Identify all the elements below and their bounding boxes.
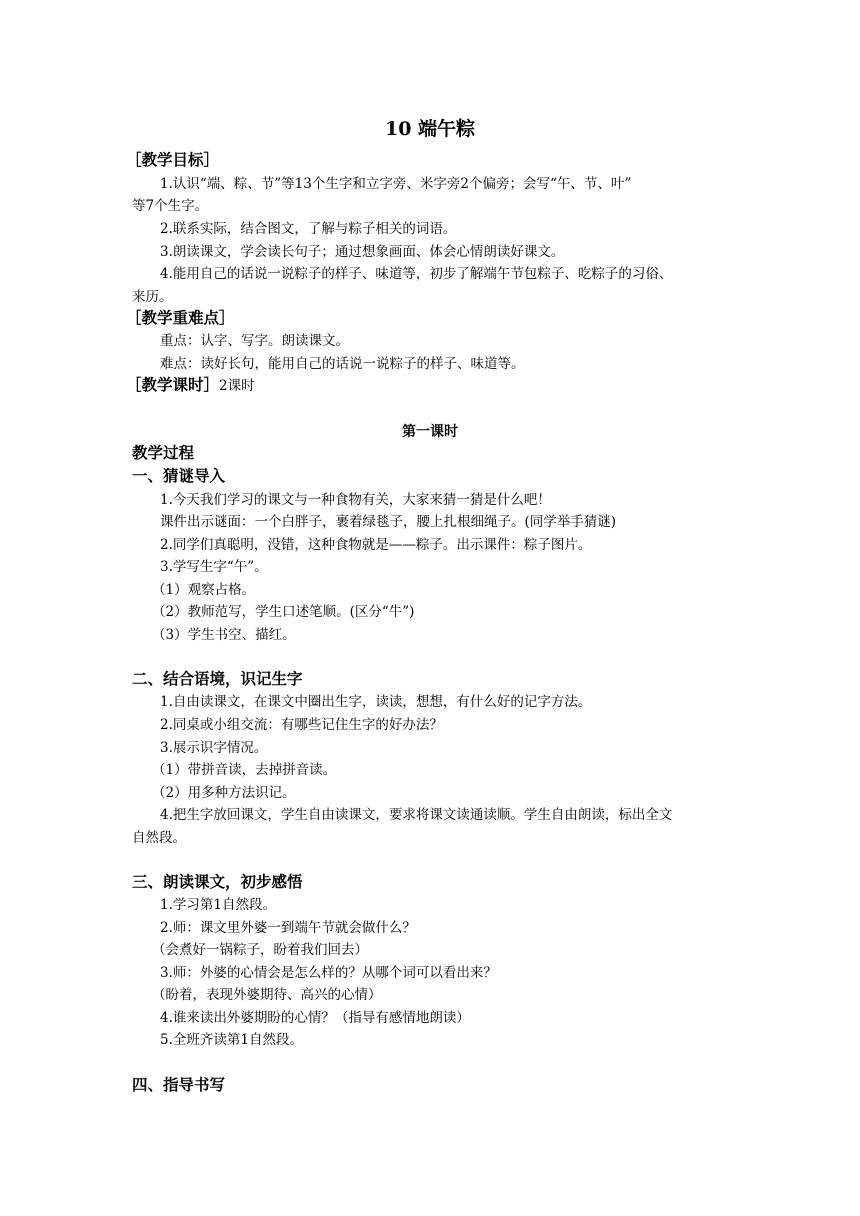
section-line: 4.把生字放回课文，学生自由读课文，要求将课文读通读顺。学生自由朗读，标出全文 xyxy=(160,807,673,823)
process-title: 教学过程 xyxy=(132,443,195,462)
section-line: 3.学写生字“午”。 xyxy=(160,559,268,575)
lesson-title: 第一课时 xyxy=(402,424,458,440)
section-line: 5.全班齐读第1自然段。 xyxy=(160,1032,303,1048)
section-line: 1.今天我们学习的课文与一种食物有关，大家来猜一猜是什么吧！ xyxy=(160,492,551,508)
section-line: 4.谁来读出外婆期盼的心情？（指导有感情地朗读） xyxy=(160,1010,470,1026)
section-line: （1）带拼音读，去掉拼音读。 xyxy=(152,762,337,778)
goal-line: 1.认识“端、粽、节”等13个生字和立字旁、米字旁2个偏旁；会写“午、节、叶” xyxy=(160,176,632,192)
section-heading: 一、猜谜导入 xyxy=(132,466,226,485)
goals-heading: ［教学目标］ xyxy=(126,150,220,169)
section-line: 1.学习第1自然段。 xyxy=(160,897,276,913)
section-line: （盼着，表现外婆期待、高兴的心情） xyxy=(152,987,382,1003)
section-line: 自然段。 xyxy=(132,830,186,846)
hours-row xyxy=(126,374,255,397)
section-line: 课件出示谜面：一个白胖子，裹着绿毯子，腰上扎根细绳子。(同学举手猜谜) xyxy=(160,514,617,530)
hours-value: 2课时 xyxy=(219,378,255,394)
section-line: 3.师：外婆的心情会是怎么样的？从哪个词可以看出来？ xyxy=(160,965,497,981)
goal-line: 等7个生字。 xyxy=(132,198,209,214)
section-line: （2）用多种方法识记。 xyxy=(152,785,296,801)
section-line: （3）学生书空、描红。 xyxy=(152,627,296,643)
goal-line: 2.联系实际，结合图文，了解与粽子相关的词语。 xyxy=(160,221,457,237)
section-heading: 三、朗读课文，初步感悟 xyxy=(132,872,303,891)
section-line: 1.自由读课文，在课文中圈出生字，读读，想想，有什么好的记字方法。 xyxy=(160,694,592,710)
section-heading: 二、结合语境，识记生字 xyxy=(132,669,303,688)
goal-line: 4.能用自己的话说一说粽子的样子、味道等，初步了解端午节包粽子、吃粽子的习俗、 xyxy=(160,266,673,282)
section-heading: 四、指导书写 xyxy=(132,1075,226,1094)
hours-heading: ［教学课时］ xyxy=(126,375,220,394)
goal-line: 3.朗读课文，学会读长句子；通过想象画面、体会心情朗读好课文。 xyxy=(160,244,565,260)
document-title: 10 端午粽 xyxy=(384,118,476,140)
section-line: 3.展示识字情况。 xyxy=(160,740,268,756)
section-line: （1）观察占格。 xyxy=(152,582,256,598)
focus-line: 重点：认字、写字。朗读课文。 xyxy=(160,333,349,349)
section-line: 2.师：课文里外婆一到端午节就会做什么？ xyxy=(160,920,416,936)
section-line: （2）教师范写，学生口述笔顺。(区分“牛”) xyxy=(152,604,415,620)
goal-line: 来历。 xyxy=(132,289,173,305)
section-line: （会煮好一锅粽子，盼着我们回去） xyxy=(152,942,368,958)
section-line: 2.同桌或小组交流：有哪些记住生字的好办法？ xyxy=(160,717,443,733)
section-line: 2.同学们真聪明，没错，这种食物就是——粽子。出示课件：粽子图片。 xyxy=(160,537,592,553)
key-points-heading: ［教学重难点］ xyxy=(126,308,235,327)
difficulty-line: 难点：读好长句，能用自己的话说一说粽子的样子、味道等。 xyxy=(160,356,525,372)
